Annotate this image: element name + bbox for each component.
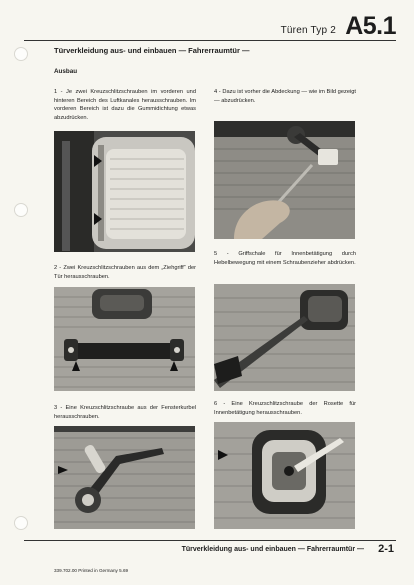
- photo-step-4: [214, 121, 355, 239]
- photo-handle-bowl-pry: [214, 284, 355, 391]
- header-rule: [24, 40, 396, 41]
- footer-rule: [24, 540, 396, 541]
- section-label: Türen Typ 2: [280, 25, 336, 36]
- photo-window-crank: [54, 426, 195, 529]
- photo-step-2: [54, 287, 195, 391]
- binder-hole-middle: [14, 203, 28, 217]
- step-5-text: 5 - Griffschale für Innenbetätigung durch Hebelbewegung mit einem Schraubenzieher abdrücken.: [214, 251, 356, 266]
- binder-hole-bottom: [14, 516, 28, 530]
- photo-step-5: [214, 284, 355, 391]
- photo-door-air-duct: [54, 131, 195, 252]
- photo-step-1: [54, 131, 195, 252]
- print-note: 339.702.00 Printed in Germany 5.69: [54, 568, 129, 573]
- photo-cover-removal: [214, 121, 355, 239]
- step-4-text: 4 - Dazu ist vorher die Abdeckung — wie im Bild gezeigt — abzudrücken.: [214, 89, 356, 104]
- photo-step-3: [54, 426, 195, 529]
- step-1-text: 1 - Je zwei Kreuzschlitzschrauben im vorderen und hinteren Bereich des Luftkanales herausschrauben. Im vorderen Bereich ist dazu die Gummidichtung etwas abzudrücken.: [54, 89, 196, 121]
- footer-title: Türverkleidung aus- und einbauen — Fahrerraumtür —: [181, 546, 364, 553]
- photo-door-pull-handle: [54, 287, 195, 391]
- photo-rosette-screw: [214, 422, 355, 529]
- binder-hole-top: [14, 47, 28, 61]
- step-2-text: 2 - Zwei Kreuzschlitzschrauben aus dem „Ziehgriff“ der Tür herausschrauben.: [54, 265, 196, 280]
- page-title: Türverkleidung aus- und einbauen — Fahrerraumtür —: [54, 46, 250, 55]
- subheading: Ausbau: [54, 68, 78, 75]
- step-3-text: 3 - Eine Kreuzschlitzschraube aus der Fensterkurbel herausschrauben.: [54, 405, 196, 420]
- step-6-text: 6 - Eine Kreuzschlitzschraube der Rosette für Innenbetätigung herausschrauben.: [214, 401, 356, 416]
- photo-step-6: [214, 422, 355, 529]
- page-number: 2-1: [378, 543, 394, 555]
- section-code: A5.1: [345, 12, 396, 40]
